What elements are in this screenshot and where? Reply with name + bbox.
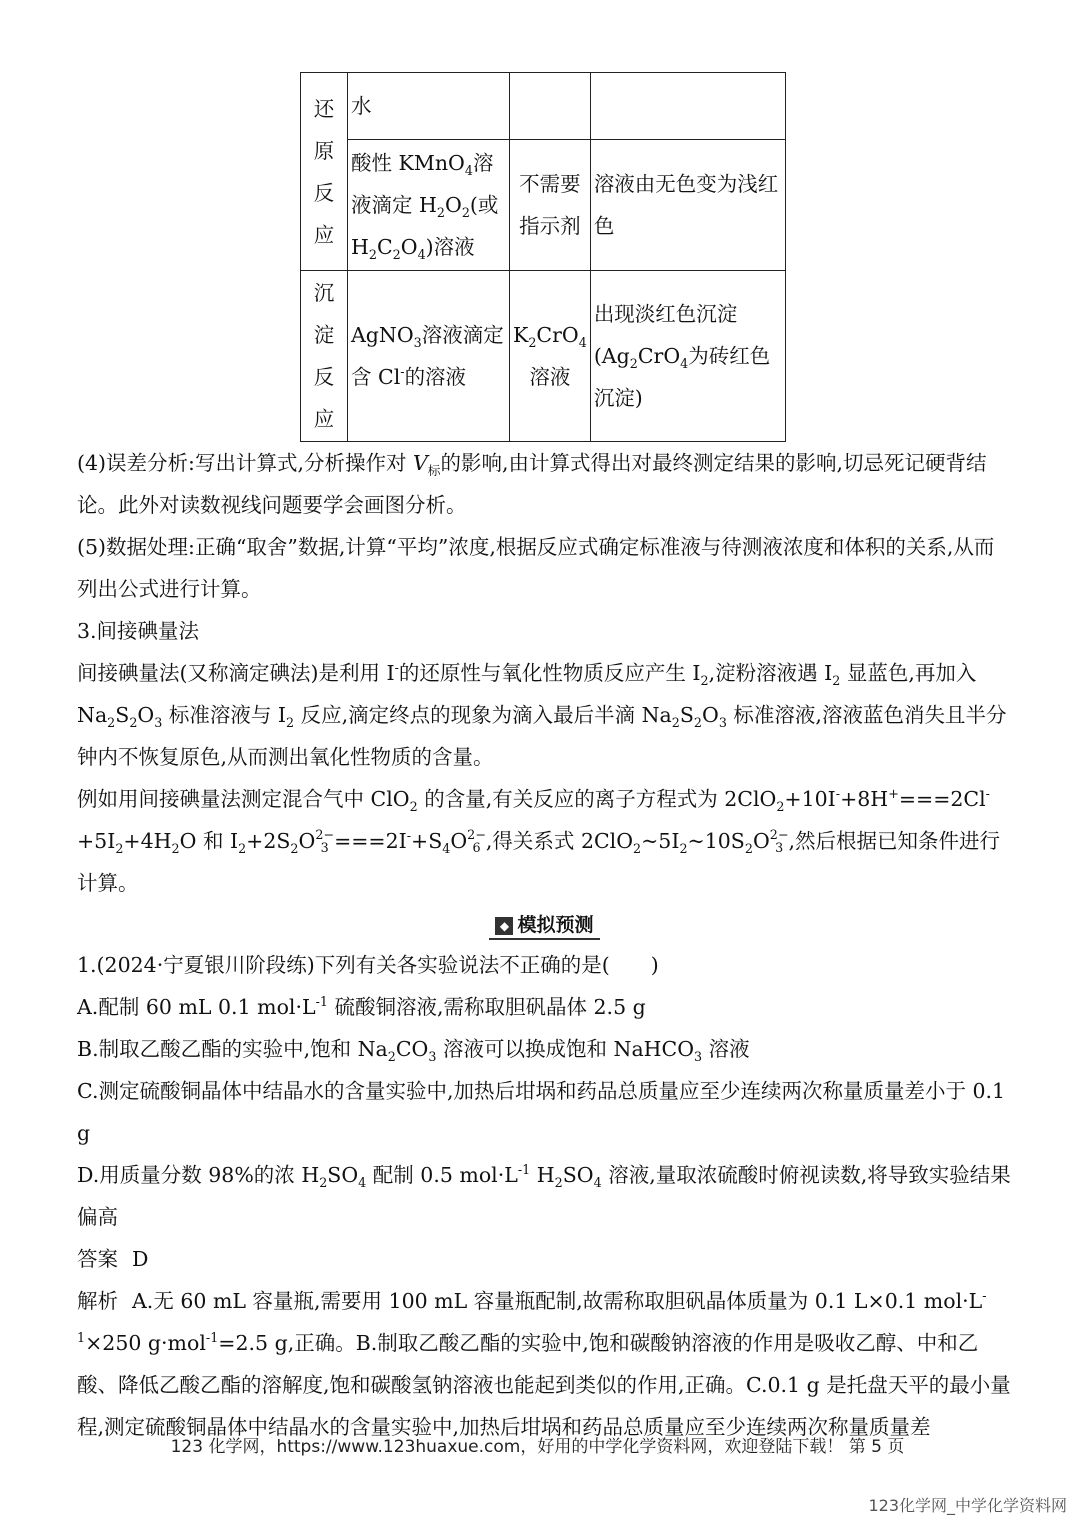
answer-label: 答案 <box>77 1247 118 1271</box>
category-char: 淀 <box>313 323 335 347</box>
option-d: D.用质量分数 98%的浓 $H_2SO_4$ 配制 0.5 $mol\cdot L^{-1}$ $H_2SO_4$ 溶液,量取浓硫酸时俯视读数,将导致实验结果偏高 <box>77 1162 1011 1229</box>
section-badge-label: 模拟预测 <box>517 914 594 936</box>
question-stem: 1.(2024·宁夏银川阶段练)下列有关各实验说法不正确的是( ) <box>77 953 659 977</box>
indicator-cell: 不需要 指示剂 <box>510 140 591 271</box>
indicator-cell: $K_2CrO_4$ 溶液 <box>510 271 591 442</box>
answer-line <box>77 1238 1012 1280</box>
table-row <box>301 73 786 140</box>
analysis-paragraph: 解析 A.无 60 mL 容量瓶,需要用 100 mL 容量瓶配制,故需称取胆矾晶体质量为 0.1 L×0.1 $mol\cdot L^{-1}\times 250$ g·mol$^{-1}$=2.5 g,正确。B.制取乙酸乙酯的实验中,饱和碳酸钠溶液的作用是吸收乙醇、中和乙酸、降低乙酸乙酯的溶解度,饱和碳酸氢钠溶液也能起到类似的作用,正确。C.0.1 g 是托盘天平的最小量程,测定硫酸铜晶体中结晶水的含量实验中,加热后坩埚和药品总质量应至少连续两次称量质量差 <box>77 1288 1011 1439</box>
category-char: 原 <box>313 138 335 163</box>
category-char: 沉 <box>313 281 335 305</box>
category-redox <box>301 73 348 271</box>
page-footer: 123 化学网，https://www.123huaxue.com，好用的中学化学资料网，欢迎登陆下载！ 第 5 页 <box>170 1437 905 1457</box>
section-badge <box>77 906 1012 942</box>
category-precipitation <box>301 271 348 442</box>
reagent-cell: 酸性 KMnO$_4$溶液滴定 $H_2O_2$(或$H_2C_2O_4$)溶液 <box>348 140 510 271</box>
titration-table <box>300 72 786 442</box>
reagent-cell: 水 <box>348 73 510 140</box>
category-char: 应 <box>313 222 335 247</box>
diamond-icon: ◆ <box>495 917 513 935</box>
category-char: 反 <box>313 365 335 389</box>
paragraph-example: 例如用间接碘量法测定混合气中 ClO$_2$ 的含量,有关反应的离子方程式为 $2ClO_2+10I^-+8H^+===2Cl^-+5I_2+4H_2O$ 和 $I_2+2S_2O$ 2− 3 $===2I^-+S_4O$ 2− 6 ,得关系式 $2ClO_2\sim 5I_2\sim 10S_2O$ 2− 3 ,然后根据已知条件进行计算。 <box>77 786 1001 895</box>
category-char: 应 <box>313 407 335 431</box>
option-b: B.制取乙酸乙酯的实验中,饱和 $Na_2CO_3$ 溶液可以换成饱和 NaHCO$_3$ 溶液 <box>77 1037 750 1065</box>
option-a: A.配制 60 mL 0.1 $mol\cdot L^{-1}$ 硫酸铜溶液,需称取胆矾晶体 2.5 g <box>77 994 646 1019</box>
endpoint-cell: 溶液由无色变为浅红色 <box>590 140 785 271</box>
page-content <box>77 72 1012 1448</box>
site-watermark: 123化学网_中学化学资料网 <box>868 1496 1067 1515</box>
paragraph-error-analysis: (4)误差分析:写出计算式,分析操作对 $V_标$的影响,由计算式得出对最终测定结果的影响,切忌死记硬背结论。此外对读数视线问题要学会画图分析。 <box>77 451 987 517</box>
paragraph-iodometry: 间接碘量法(又称滴定碘法)是利用 I-的还原性与氧化性物质反应产生 $I_2$,淀粉溶液遇 $I_2$ 显蓝色,再加入 $Na_2S_2O_3$ 标准溶液与 $I_2$ 反应,滴定终点的现象为滴入最后半滴 $Na_2S_2O_3$ 标准溶液,溶液蓝色消失且半分钟内不恢复原色,从而测出氧化性物质的含量。 <box>77 660 1007 769</box>
endpoint-cell <box>590 73 785 140</box>
reagent-cell: AgNO$_3$溶液滴定含 Cl-的溶液 <box>348 271 510 442</box>
category-char: 反 <box>313 180 335 205</box>
table-row <box>301 271 786 442</box>
answer-value: D <box>132 1247 149 1271</box>
endpoint-cell: 出现淡红色沉淀($Ag_2CrO_4$为砖红色沉淀) <box>590 271 785 442</box>
analysis-label: 解析 <box>77 1289 118 1313</box>
table-row <box>301 140 786 271</box>
paragraph-data-processing: (5)数据处理:正确“取舍”数据,计算“平均”浓度,根据反应式确定标准液与待测液浓度和体积的关系,从而列出公式进行计算。 <box>77 535 995 601</box>
option-c: C.测定硫酸铜晶体中结晶水的含量实验中,加热后坩埚和药品总质量应至少连续两次称量质量差小于 0.1 g <box>77 1079 1006 1145</box>
indicator-cell <box>510 73 591 140</box>
section-heading: 3.间接碘量法 <box>77 619 200 643</box>
category-char: 还 <box>313 96 335 121</box>
